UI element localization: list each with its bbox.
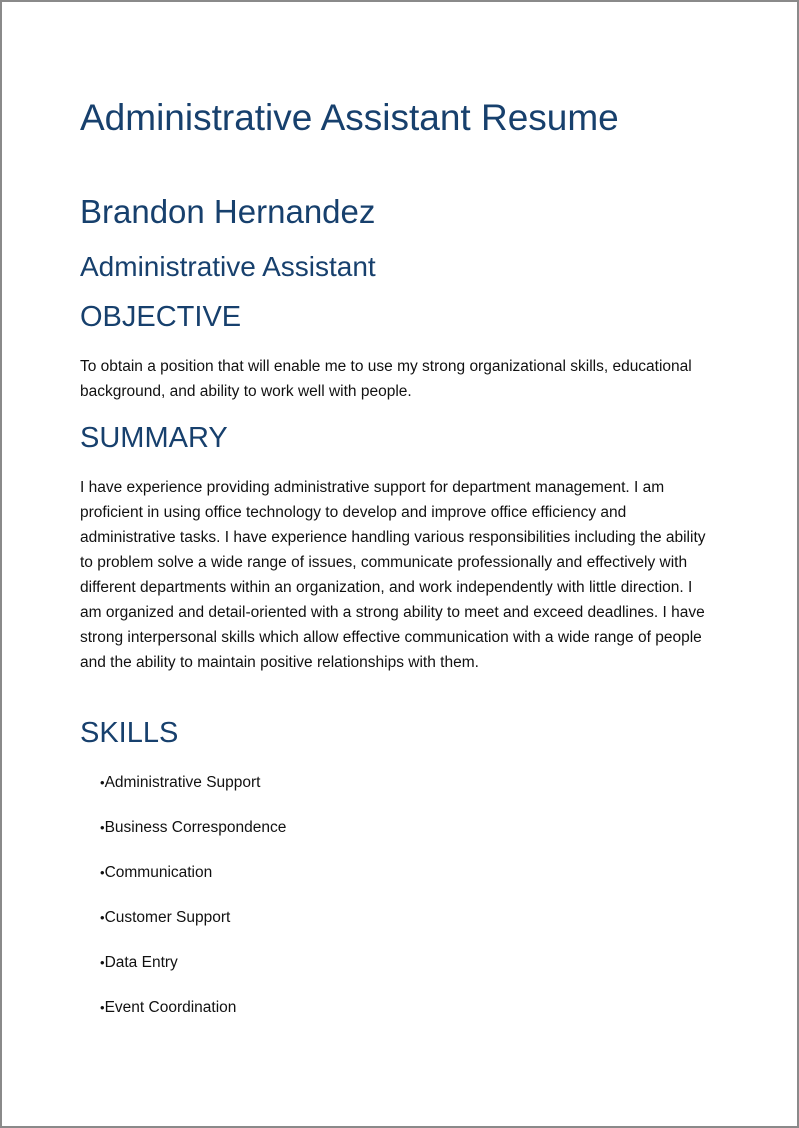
objective-text: To obtain a position that will enable me to use my strong organizational skills, educational background, and ability to work well with people. <box>80 358 692 400</box>
bullet-icon: • <box>100 820 105 835</box>
bullet-icon: • <box>100 910 105 925</box>
objective-heading: OBJECTIVE <box>80 301 242 333</box>
skill-item <box>100 815 286 860</box>
skill-label: Administrative Support <box>104 774 261 791</box>
skill-item <box>100 860 286 905</box>
skill-label: Data Entry <box>104 954 178 971</box>
skill-label: Communication <box>104 864 213 881</box>
skill-item <box>100 950 286 995</box>
skills-heading: SKILLS <box>80 717 179 749</box>
skill-label: Event Coordination <box>104 999 237 1016</box>
bullet-icon: • <box>100 955 105 970</box>
bullet-icon: • <box>100 1000 105 1015</box>
skill-item <box>100 770 286 815</box>
skills-list <box>100 770 286 1040</box>
summary-heading: SUMMARY <box>80 422 228 454</box>
candidate-name: Brandon Hernandez <box>80 193 376 230</box>
skill-label: Customer Support <box>104 909 231 926</box>
skill-item <box>100 905 286 950</box>
bullet-icon: • <box>100 775 105 790</box>
skill-item <box>100 995 286 1040</box>
summary-text: I have experience providing administrative support for department management. I am proficient in using office technology to develop and improve office efficiency and administrative tasks. I have experience handling various responsibilities including the ability to problem solve a wide range of issues, communicate professionally and effectively with different departments within an organization, and work independently with little direction. I am organized and detail-oriented with a strong ability to meet and exceed deadlines. I have strong interpersonal skills which allow effective communication with a wide range of people and the ability to maintain positive relationships with them. <box>80 479 706 671</box>
document-title: Administrative Assistant Resume <box>80 97 619 138</box>
bullet-icon: • <box>100 865 105 880</box>
skill-label: Business Correspondence <box>104 819 287 836</box>
candidate-job-title: Administrative Assistant <box>80 251 376 282</box>
